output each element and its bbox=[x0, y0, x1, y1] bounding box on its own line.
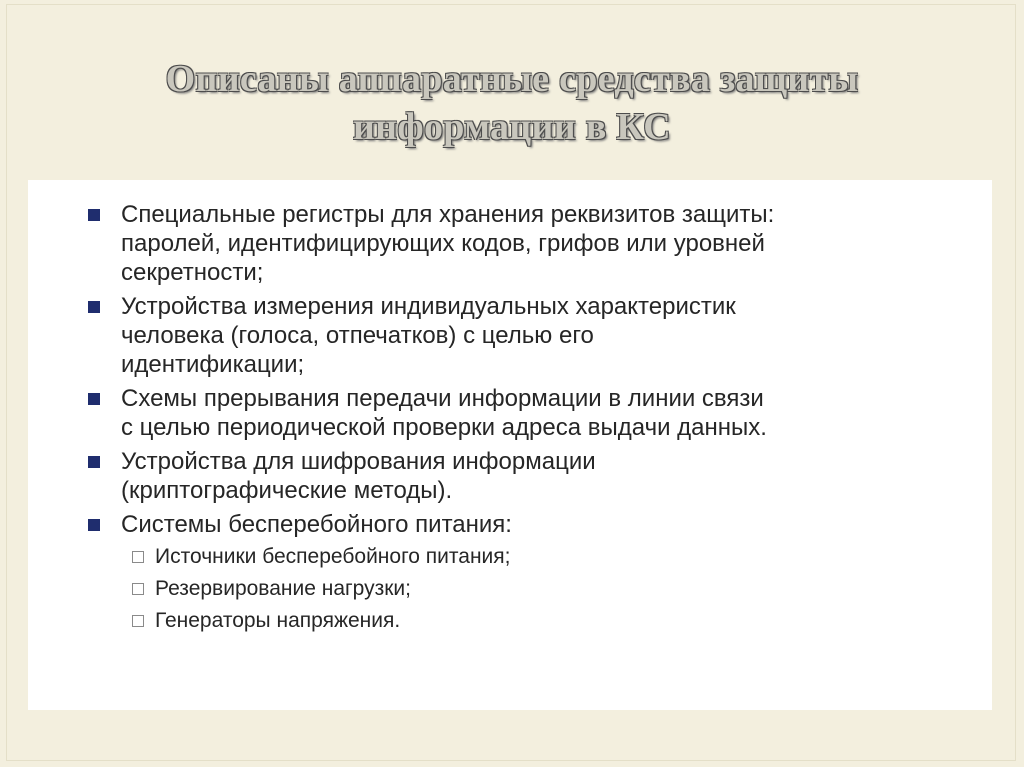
bullet-line: идентификации; bbox=[121, 351, 305, 378]
slide-title bbox=[60, 55, 964, 151]
hollow-square-bullet-icon bbox=[132, 551, 144, 563]
bullet-line: Системы бесперебойного питания: bbox=[121, 511, 512, 538]
slide-title-line-1: Описаны аппаратные средства защиты bbox=[165, 58, 859, 100]
sub-item-label: Резервирование нагрузки; bbox=[155, 577, 411, 600]
bullet-line: с целью периодической проверки адреса выдачи данных. bbox=[121, 414, 767, 441]
bullet-line: Устройства для шифрования информации bbox=[121, 448, 596, 475]
bullet-line: человека (голоса, отпечатков) с целью его bbox=[121, 322, 594, 349]
hollow-square-bullet-icon bbox=[132, 583, 144, 595]
sub-bullet-list bbox=[121, 541, 968, 637]
bullet-line: Схемы прерывания передачи информации в линии связи bbox=[121, 385, 764, 412]
bullet-item-interrupt-schemes bbox=[88, 384, 968, 442]
sub-item-ups-sources bbox=[132, 541, 968, 573]
bullet-item-biometric-devices bbox=[88, 292, 968, 379]
filled-square-bullet-icon bbox=[88, 393, 100, 405]
hollow-square-bullet-icon bbox=[132, 615, 144, 627]
bullet-line: Специальные регистры для хранения реквизитов защиты: bbox=[121, 201, 775, 228]
bullet-item-registers bbox=[88, 200, 968, 287]
bullet-line: Устройства измерения индивидуальных характеристик bbox=[121, 293, 736, 320]
filled-square-bullet-icon bbox=[88, 301, 100, 313]
bullet-line: паролей, идентифицирующих кодов, грифов или уровней bbox=[121, 230, 765, 257]
bullet-line: (криптографические методы). bbox=[121, 477, 453, 504]
sub-item-load-redundancy bbox=[132, 573, 968, 605]
bullet-item-encryption-devices bbox=[88, 447, 968, 505]
bullet-item-ups-systems bbox=[88, 510, 968, 637]
sub-item-label: Источники бесперебойного питания; bbox=[155, 545, 511, 568]
content-panel bbox=[28, 180, 992, 710]
sub-item-label: Генераторы напряжения. bbox=[155, 609, 401, 632]
bullet-line: секретности; bbox=[121, 259, 264, 286]
filled-square-bullet-icon bbox=[88, 519, 100, 531]
filled-square-bullet-icon bbox=[88, 209, 100, 221]
sub-item-voltage-generators bbox=[132, 605, 968, 637]
bullet-list bbox=[88, 200, 968, 642]
filled-square-bullet-icon bbox=[88, 456, 100, 468]
slide-title-line-2: информации в КС bbox=[352, 106, 672, 148]
